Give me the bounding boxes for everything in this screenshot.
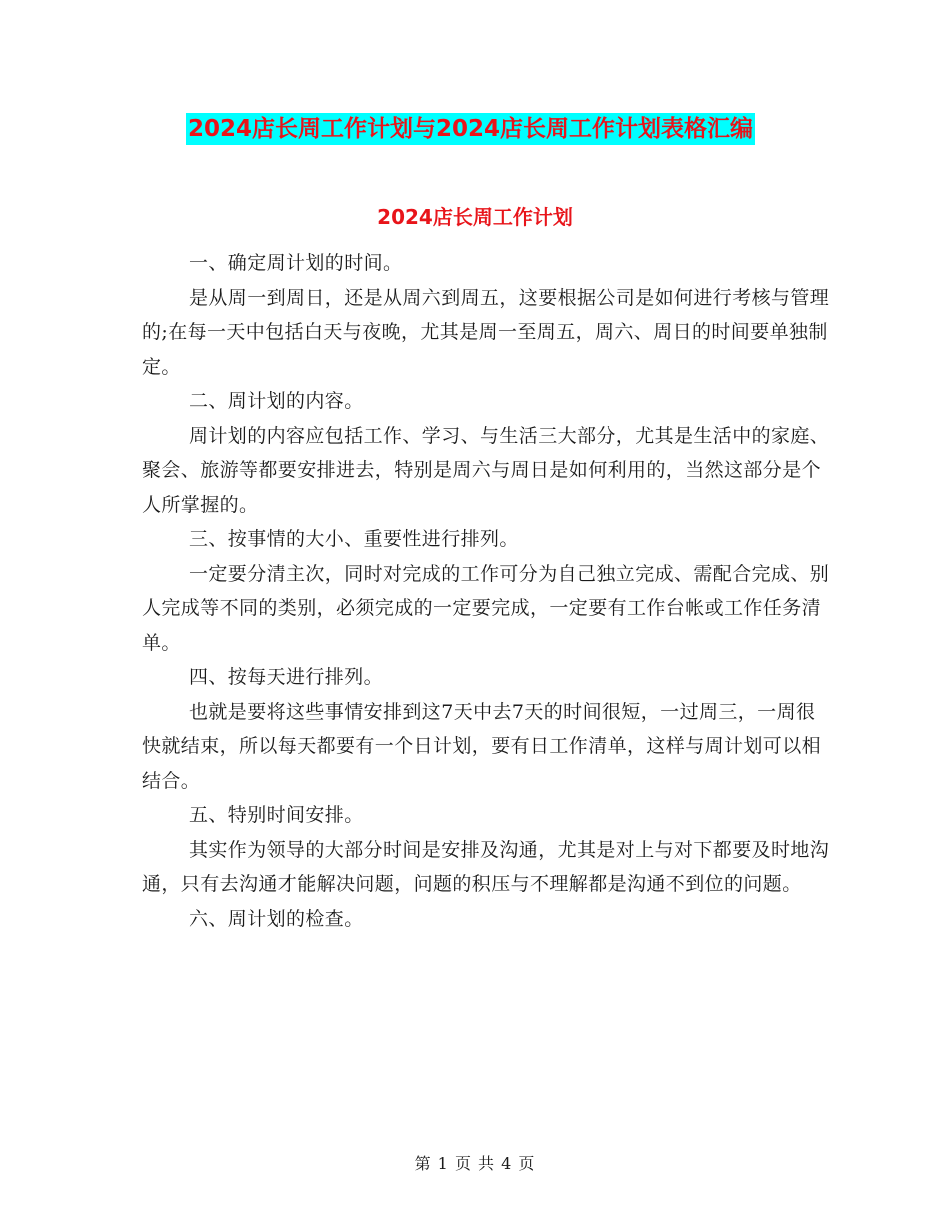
page-number: 第 1 页 共 4 页	[414, 1154, 536, 1173]
section-title: 2024店长周工作计划	[377, 205, 573, 229]
paragraph-10: 其实作为领导的大部分时间是安排及沟通，尤其是对上与对下都要及时地沟通，只有去沟通才能解决问题，问题的积压与不理解都是沟通不到位的问题。	[142, 838, 830, 895]
paragraph-3: 二、周计划的内容。	[189, 390, 364, 412]
paragraph-6: 一定要分清主次，同时对完成的工作可分为自己独立完成、需配合完成、别人完成等不同的类别，必须完成的一定要完成，一定要有工作台帐或工作任务清单。	[142, 562, 830, 654]
paragraph-2: 是从周一到周日，还是从周六到周五，这要根据公司是如何进行考核与管理的;在每一天中包括白天与夜晚，尤其是周一至周五，周六、周日的时间要单独制定。	[142, 286, 830, 378]
document-title: 2024店长周工作计划与2024店长周工作计划表格汇编	[186, 113, 755, 145]
paragraph-5: 三、按事情的大小、重要性进行排列。	[189, 528, 519, 550]
paragraph-8: 也就是要将这些事情安排到这7天中去7天的时间很短，一过周三，一周很快就结束，所以每天都要有一个日计划，要有日工作清单，这样与周计划可以相结合。	[142, 700, 822, 792]
paragraph-9: 五、特别时间安排。	[189, 804, 364, 826]
paragraph-1: 一、确定周计划的时间。	[189, 252, 403, 274]
paragraph-4: 周计划的内容应包括工作、学习、与生活三大部分，尤其是生活中的家庭、聚会、旅游等都要安排进去，特别是周六与周日是如何利用的，当然这部分是个人所掌握的。	[142, 424, 830, 516]
paragraph-11: 六、周计划的检查。	[189, 907, 364, 930]
paragraph-7: 四、按每天进行排列。	[189, 666, 384, 688]
document-body	[142, 246, 832, 936]
